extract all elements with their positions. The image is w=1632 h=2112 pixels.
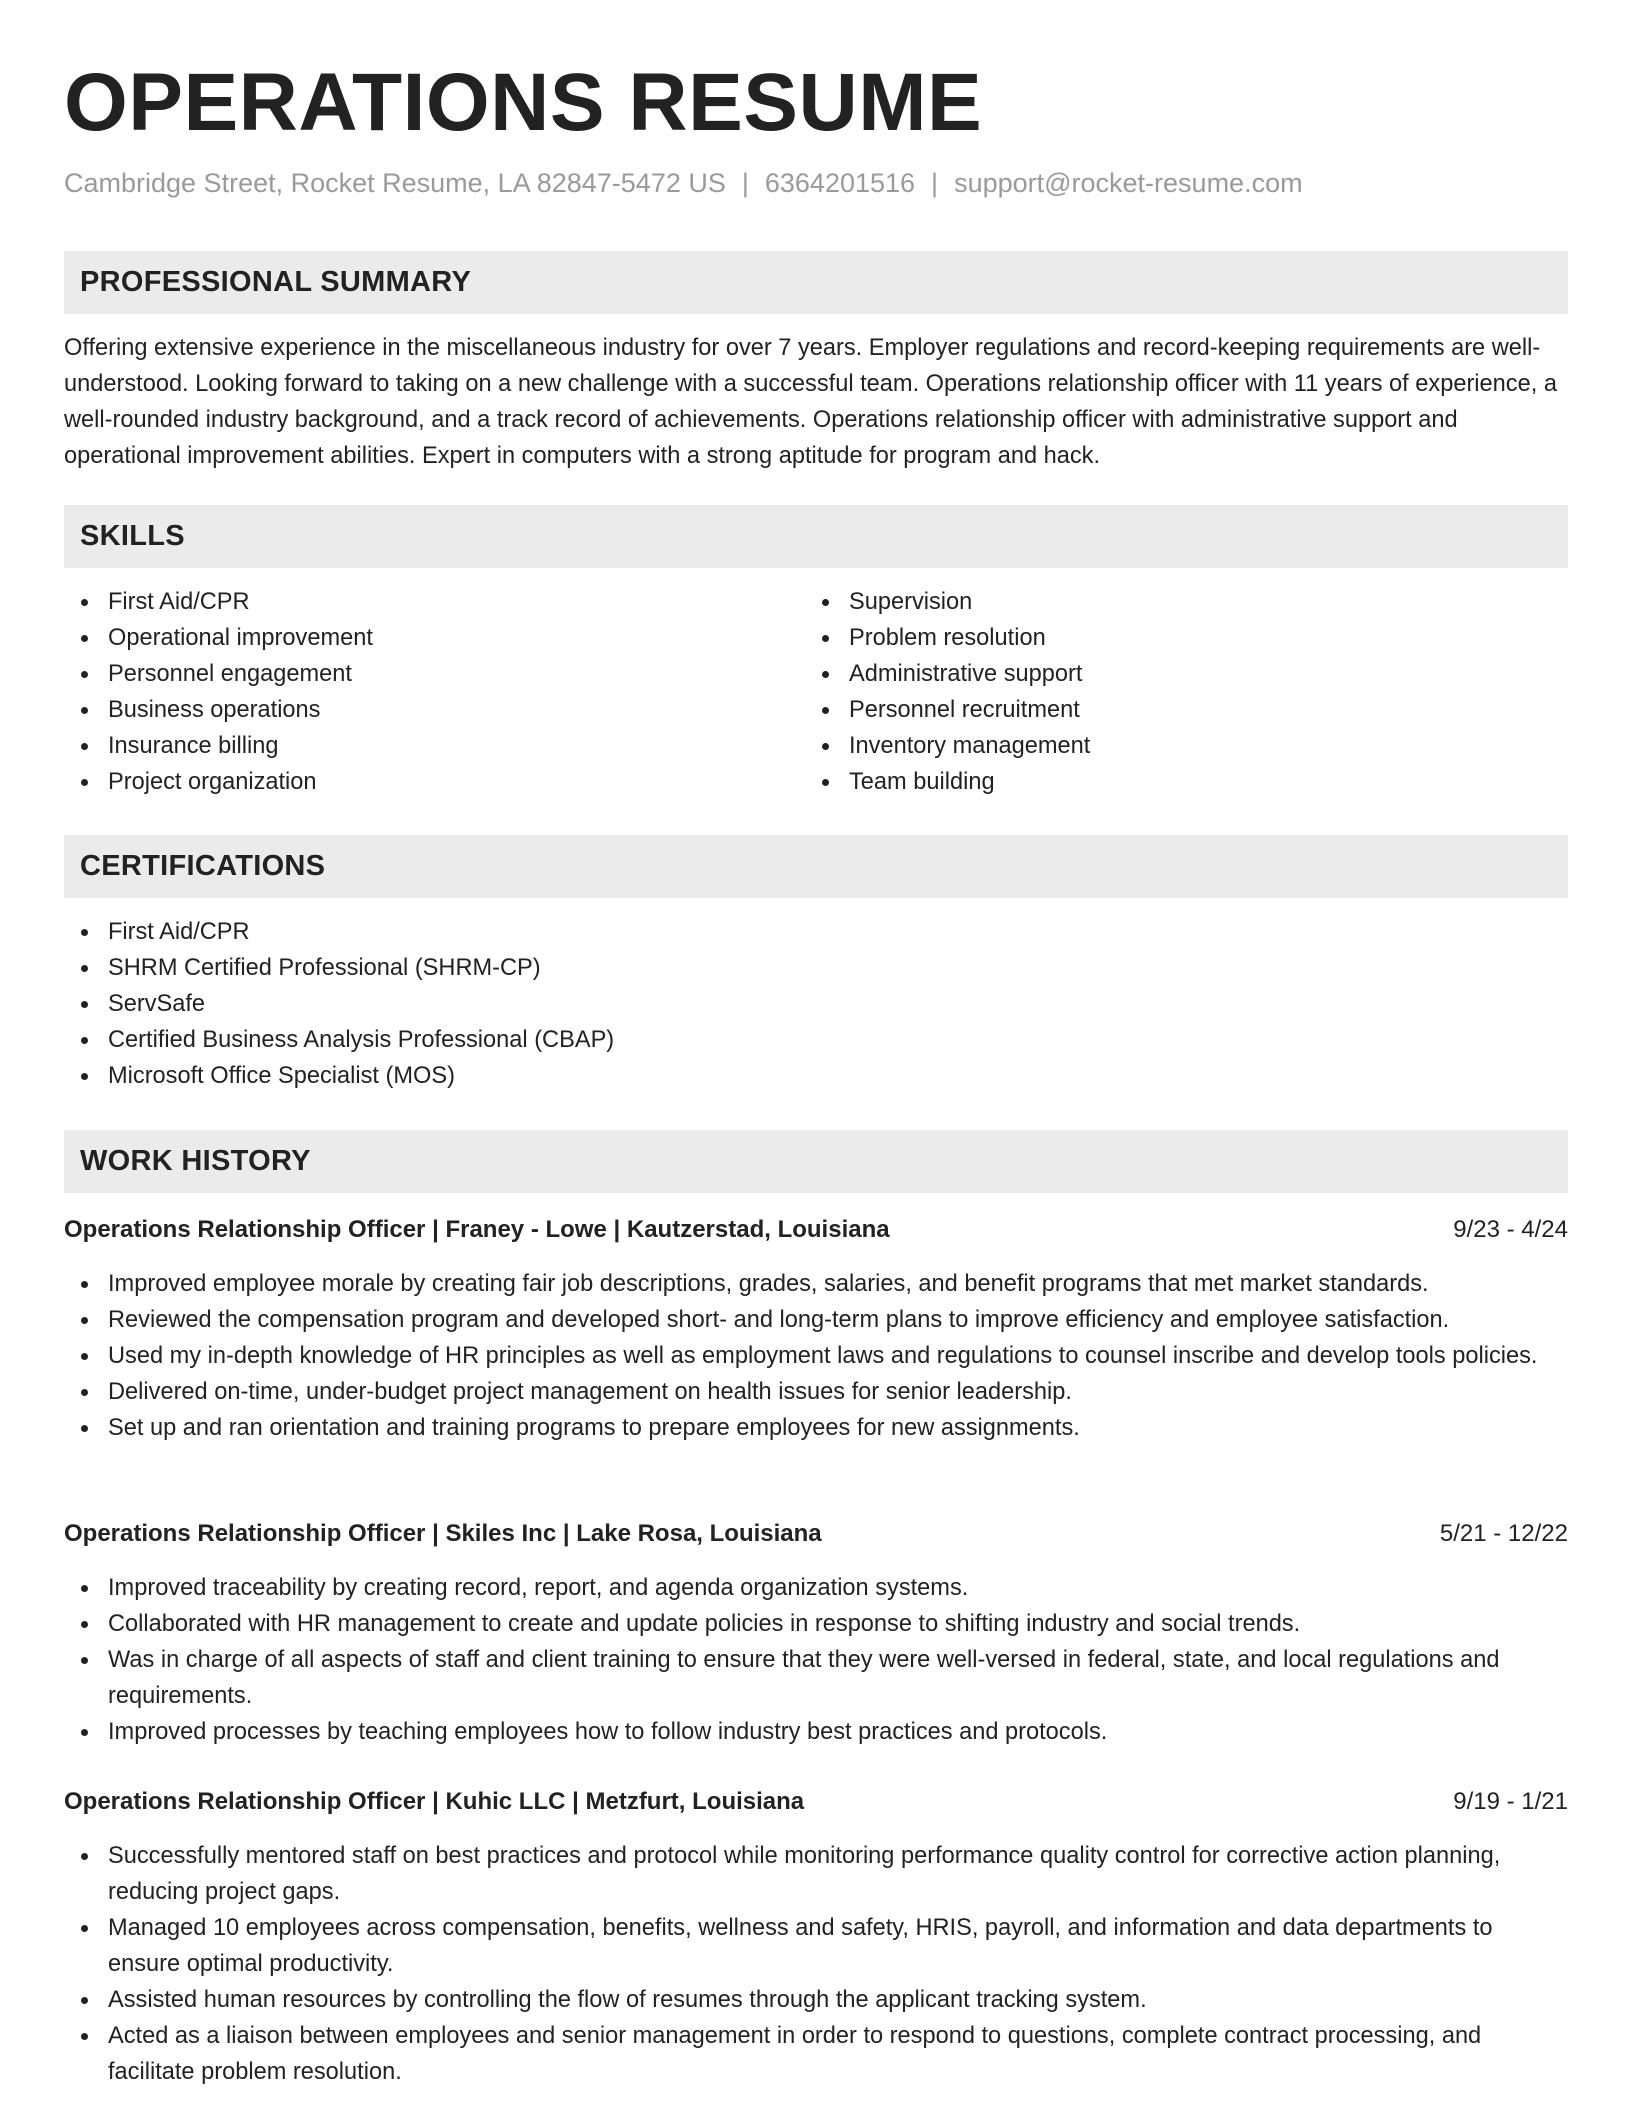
skill-item: Administrative support bbox=[805, 656, 1505, 692]
certification-item: First Aid/CPR bbox=[64, 914, 1064, 950]
skill-item: Problem resolution bbox=[805, 620, 1505, 656]
section-header-summary bbox=[64, 251, 1568, 314]
job-bullet: Set up and ran orientation and training programs to prepare employees for new assignments. bbox=[64, 1410, 1568, 1446]
section-title-work-history: WORK HISTORY bbox=[80, 1145, 311, 1177]
certification-item: SHRM Certified Professional (SHRM-CP) bbox=[64, 950, 1064, 986]
job-title: Operations Relationship Officer | Kuhic LLC | Metzfurt, Louisiana bbox=[64, 1788, 805, 1815]
certification-item: Certified Business Analysis Professional (CBAP) bbox=[64, 1022, 1064, 1058]
skill-item: Project organization bbox=[64, 764, 764, 800]
job-title: Operations Relationship Officer | Skiles Inc | Lake Rosa, Louisiana bbox=[64, 1520, 822, 1547]
certification-item: Microsoft Office Specialist (MOS) bbox=[64, 1058, 1064, 1094]
contact-line bbox=[64, 168, 1303, 199]
skills-column-left bbox=[64, 584, 764, 800]
job-bullet: Improved traceability by creating record, report, and agenda organization systems. bbox=[64, 1570, 1568, 1606]
skill-item: Supervision bbox=[805, 584, 1505, 620]
section-title-summary: PROFESSIONAL SUMMARY bbox=[80, 266, 472, 298]
skills-column-right bbox=[805, 584, 1505, 800]
resume-name: OPERATIONS RESUME bbox=[64, 57, 983, 148]
section-header-work-history bbox=[64, 1130, 1568, 1193]
job-dates: 9/23 - 4/24 bbox=[1453, 1216, 1568, 1243]
job-bullet: Collaborated with HR management to create and update policies in response to shifting industry and social trends. bbox=[64, 1606, 1568, 1642]
job-bullet: Improved employee morale by creating fair job descriptions, grades, salaries, and benefit programs that met market standards. bbox=[64, 1266, 1568, 1302]
section-header-certifications bbox=[64, 835, 1568, 898]
contact-email: support@rocket-resume.com bbox=[954, 168, 1303, 198]
contact-phone: 6364201516 bbox=[764, 168, 916, 198]
skill-item: Team building bbox=[805, 764, 1505, 800]
summary-text: Offering extensive experience in the miscellaneous industry for over 7 years. Employer regulations and record-keeping requirements are well-understood. Looking forward to taking on a new challenge with a successful team. Operations relationship officer with 11 years of experience, a well-rounded industry background, and a track record of achievements. Operations relationship officer with administrative support and operational improvement abilities. Expert in computers with a strong aptitude for program and hack. bbox=[64, 335, 1557, 469]
skill-item: Insurance billing bbox=[64, 728, 764, 764]
job-bullet: Delivered on-time, under-budget project management on health issues for senior leadership. bbox=[64, 1374, 1568, 1410]
job-bullets bbox=[64, 1570, 1568, 1750]
skill-item: Inventory management bbox=[805, 728, 1505, 764]
job-bullet: Successfully mentored staff on best practices and protocol while monitoring performance quality control for corrective action planning, reducing project gaps. bbox=[64, 1838, 1568, 1910]
skill-item: Personnel recruitment bbox=[805, 692, 1505, 728]
job-dates: 9/19 - 1/21 bbox=[1453, 1788, 1568, 1815]
certification-item: ServSafe bbox=[64, 986, 1064, 1022]
skill-item: Personnel engagement bbox=[64, 656, 764, 692]
section-title-skills: SKILLS bbox=[80, 520, 185, 552]
skill-item: Operational improvement bbox=[64, 620, 764, 656]
job-title: Operations Relationship Officer | Franey - Lowe | Kautzerstad, Louisiana bbox=[64, 1216, 890, 1243]
job-dates: 5/21 - 12/22 bbox=[1439, 1520, 1568, 1547]
job-bullet: Assisted human resources by controlling the flow of resumes through the applicant tracking system. bbox=[64, 1982, 1568, 2018]
contact-separator: | bbox=[741, 168, 749, 198]
job-bullets bbox=[64, 1266, 1568, 1446]
job-bullet: Acted as a liaison between employees and senior management in order to respond to questions, complete contract processing, and facilitate problem resolution. bbox=[64, 2018, 1568, 2090]
skill-item: Business operations bbox=[64, 692, 764, 728]
section-header-skills bbox=[64, 505, 1568, 568]
job-bullets bbox=[64, 1838, 1568, 2090]
job-bullet: Used my in-depth knowledge of HR principles as well as employment laws and regulations to counsel inscribe and develop tools policies. bbox=[64, 1338, 1568, 1374]
job-bullet: Managed 10 employees across compensation, benefits, wellness and safety, HRIS, payroll, and information and data departments to ensure optimal productivity. bbox=[64, 1910, 1568, 1982]
job-bullet: Improved processes by teaching employees how to follow industry best practices and protocols. bbox=[64, 1714, 1568, 1750]
job-bullet: Was in charge of all aspects of staff and client training to ensure that they were well-versed in federal, state, and local regulations and requirements. bbox=[64, 1642, 1568, 1714]
certifications-list bbox=[64, 914, 1064, 1094]
contact-address: Cambridge Street, Rocket Resume, LA 82847-5472 US bbox=[64, 168, 726, 198]
contact-separator: | bbox=[931, 168, 939, 198]
skill-item: First Aid/CPR bbox=[64, 584, 764, 620]
job-bullet: Reviewed the compensation program and developed short- and long-term plans to improve efficiency and employee satisfaction. bbox=[64, 1302, 1568, 1338]
section-title-certifications: CERTIFICATIONS bbox=[80, 850, 326, 882]
